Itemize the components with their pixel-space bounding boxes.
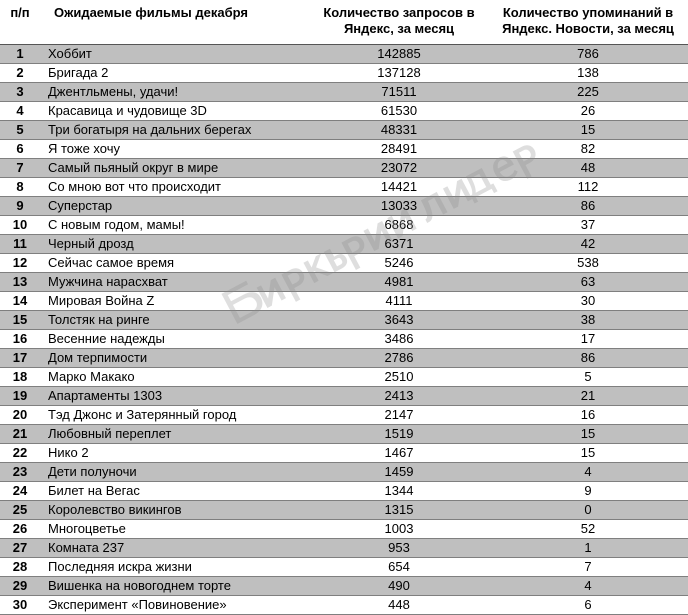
queries-count: 1467 xyxy=(310,443,488,462)
table-row xyxy=(0,120,688,139)
queries-count: 48331 xyxy=(310,120,488,139)
mentions-count: 15 xyxy=(488,424,688,443)
row-number: 11 xyxy=(0,234,40,253)
row-number: 25 xyxy=(0,500,40,519)
table-row xyxy=(0,253,688,272)
queries-count: 1519 xyxy=(310,424,488,443)
row-number: 7 xyxy=(0,158,40,177)
queries-count: 448 xyxy=(310,595,488,614)
table-row xyxy=(0,291,688,310)
table-row xyxy=(0,329,688,348)
mentions-count: 82 xyxy=(488,139,688,158)
row-number: 14 xyxy=(0,291,40,310)
mentions-count: 38 xyxy=(488,310,688,329)
table-row xyxy=(0,177,688,196)
mentions-count: 5 xyxy=(488,367,688,386)
row-number: 16 xyxy=(0,329,40,348)
queries-count: 3643 xyxy=(310,310,488,329)
table-row xyxy=(0,348,688,367)
row-number: 23 xyxy=(0,462,40,481)
queries-count: 28491 xyxy=(310,139,488,158)
table-row xyxy=(0,443,688,462)
mentions-count: 48 xyxy=(488,158,688,177)
film-title: Дом терпимости xyxy=(40,348,310,367)
queries-count: 2413 xyxy=(310,386,488,405)
row-number: 1 xyxy=(0,44,40,63)
row-number: 8 xyxy=(0,177,40,196)
table-row xyxy=(0,538,688,557)
table-row xyxy=(0,101,688,120)
table-row xyxy=(0,310,688,329)
film-title: Весенние надежды xyxy=(40,329,310,348)
mentions-count: 26 xyxy=(488,101,688,120)
film-title: Сейчас самое время xyxy=(40,253,310,272)
mentions-count: 52 xyxy=(488,519,688,538)
film-title: Я тоже хочу xyxy=(40,139,310,158)
queries-count: 137128 xyxy=(310,63,488,82)
film-title: Мировая Война Z xyxy=(40,291,310,310)
mentions-count: 112 xyxy=(488,177,688,196)
row-number: 4 xyxy=(0,101,40,120)
queries-count: 1315 xyxy=(310,500,488,519)
row-number: 9 xyxy=(0,196,40,215)
row-number: 24 xyxy=(0,481,40,500)
table-row xyxy=(0,215,688,234)
row-number: 22 xyxy=(0,443,40,462)
mentions-count: 30 xyxy=(488,291,688,310)
mentions-count: 21 xyxy=(488,386,688,405)
queries-count: 2510 xyxy=(310,367,488,386)
queries-count: 61530 xyxy=(310,101,488,120)
mentions-count: 4 xyxy=(488,462,688,481)
film-title: Дети полуночи xyxy=(40,462,310,481)
film-title: Суперстар xyxy=(40,196,310,215)
table-row xyxy=(0,386,688,405)
header-queries: Количество запросов в Яндекс, за месяц xyxy=(310,0,488,44)
table-row xyxy=(0,196,688,215)
row-number: 5 xyxy=(0,120,40,139)
row-number: 2 xyxy=(0,63,40,82)
row-number: 19 xyxy=(0,386,40,405)
table-row xyxy=(0,481,688,500)
film-title: Вишенка на новогоднем торте xyxy=(40,576,310,595)
film-title: Билет на Вегас xyxy=(40,481,310,500)
table-row xyxy=(0,557,688,576)
table-row xyxy=(0,519,688,538)
film-title: Последняя искра жизни xyxy=(40,557,310,576)
film-title: Королевство викингов xyxy=(40,500,310,519)
mentions-count: 17 xyxy=(488,329,688,348)
film-title: Любовный переплет xyxy=(40,424,310,443)
mentions-count: 7 xyxy=(488,557,688,576)
film-title: Мужчина нарасхват xyxy=(40,272,310,291)
mentions-count: 63 xyxy=(488,272,688,291)
row-number: 15 xyxy=(0,310,40,329)
mentions-count: 15 xyxy=(488,120,688,139)
queries-count: 142885 xyxy=(310,44,488,63)
queries-count: 654 xyxy=(310,557,488,576)
table-row xyxy=(0,462,688,481)
row-number: 20 xyxy=(0,405,40,424)
table-row xyxy=(0,139,688,158)
row-number: 30 xyxy=(0,595,40,614)
film-title: Самый пьяный округ в мире xyxy=(40,158,310,177)
queries-count: 4111 xyxy=(310,291,488,310)
row-number: 13 xyxy=(0,272,40,291)
header-mentions: Количество упоминаний в Яндекс. Новости, за месяц xyxy=(488,0,688,44)
mentions-count: 15 xyxy=(488,443,688,462)
queries-count: 71511 xyxy=(310,82,488,101)
queries-count: 1344 xyxy=(310,481,488,500)
film-title: Черный дрозд xyxy=(40,234,310,253)
table-row xyxy=(0,234,688,253)
film-title: Со мною вот что происходит xyxy=(40,177,310,196)
queries-count: 953 xyxy=(310,538,488,557)
queries-count: 2147 xyxy=(310,405,488,424)
mentions-count: 138 xyxy=(488,63,688,82)
film-title: Бригада 2 xyxy=(40,63,310,82)
mentions-count: 6 xyxy=(488,595,688,614)
film-title: Многоцветье xyxy=(40,519,310,538)
mentions-count: 86 xyxy=(488,196,688,215)
film-title: Джентльмены, удачи! xyxy=(40,82,310,101)
row-number: 10 xyxy=(0,215,40,234)
table-row xyxy=(0,500,688,519)
table-row xyxy=(0,576,688,595)
film-title: Марко Макако xyxy=(40,367,310,386)
table-row xyxy=(0,424,688,443)
film-title: Хоббит xyxy=(40,44,310,63)
header-title: Ожидаемые фильмы декабря xyxy=(40,0,310,44)
header-num: п/п xyxy=(0,0,40,44)
queries-count: 6868 xyxy=(310,215,488,234)
queries-count: 490 xyxy=(310,576,488,595)
mentions-count: 538 xyxy=(488,253,688,272)
mentions-count: 42 xyxy=(488,234,688,253)
table-row xyxy=(0,63,688,82)
queries-count: 3486 xyxy=(310,329,488,348)
row-number: 6 xyxy=(0,139,40,158)
table-row xyxy=(0,405,688,424)
film-title: Толстяк на ринге xyxy=(40,310,310,329)
row-number: 21 xyxy=(0,424,40,443)
row-number: 17 xyxy=(0,348,40,367)
table-row xyxy=(0,367,688,386)
film-title: Три богатыря на дальних берегах xyxy=(40,120,310,139)
queries-count: 14421 xyxy=(310,177,488,196)
mentions-count: 4 xyxy=(488,576,688,595)
film-title: Нико 2 xyxy=(40,443,310,462)
mentions-count: 16 xyxy=(488,405,688,424)
table-row xyxy=(0,82,688,101)
queries-count: 1003 xyxy=(310,519,488,538)
film-title: Эксперимент «Повиновение» xyxy=(40,595,310,614)
queries-count: 2786 xyxy=(310,348,488,367)
row-number: 29 xyxy=(0,576,40,595)
mentions-count: 37 xyxy=(488,215,688,234)
table-row xyxy=(0,595,688,614)
mentions-count: 86 xyxy=(488,348,688,367)
table-body xyxy=(0,44,688,614)
queries-count: 4981 xyxy=(310,272,488,291)
mentions-count: 1 xyxy=(488,538,688,557)
row-number: 12 xyxy=(0,253,40,272)
row-number: 3 xyxy=(0,82,40,101)
queries-count: 1459 xyxy=(310,462,488,481)
queries-count: 5246 xyxy=(310,253,488,272)
queries-count: 13033 xyxy=(310,196,488,215)
row-number: 28 xyxy=(0,557,40,576)
film-title: Комната 237 xyxy=(40,538,310,557)
row-number: 26 xyxy=(0,519,40,538)
table-row xyxy=(0,272,688,291)
mentions-count: 786 xyxy=(488,44,688,63)
film-title: Красавица и чудовище 3D xyxy=(40,101,310,120)
film-title: С новым годом, мамы! xyxy=(40,215,310,234)
queries-count: 6371 xyxy=(310,234,488,253)
row-number: 27 xyxy=(0,538,40,557)
queries-count: 23072 xyxy=(310,158,488,177)
table-row xyxy=(0,44,688,63)
film-title: Тэд Джонс и Затерянный город xyxy=(40,405,310,424)
mentions-count: 9 xyxy=(488,481,688,500)
table-row xyxy=(0,158,688,177)
mentions-count: 225 xyxy=(488,82,688,101)
film-title: Апартаменты 1303 xyxy=(40,386,310,405)
mentions-count: 0 xyxy=(488,500,688,519)
table-header-row xyxy=(0,0,688,44)
row-number: 18 xyxy=(0,367,40,386)
